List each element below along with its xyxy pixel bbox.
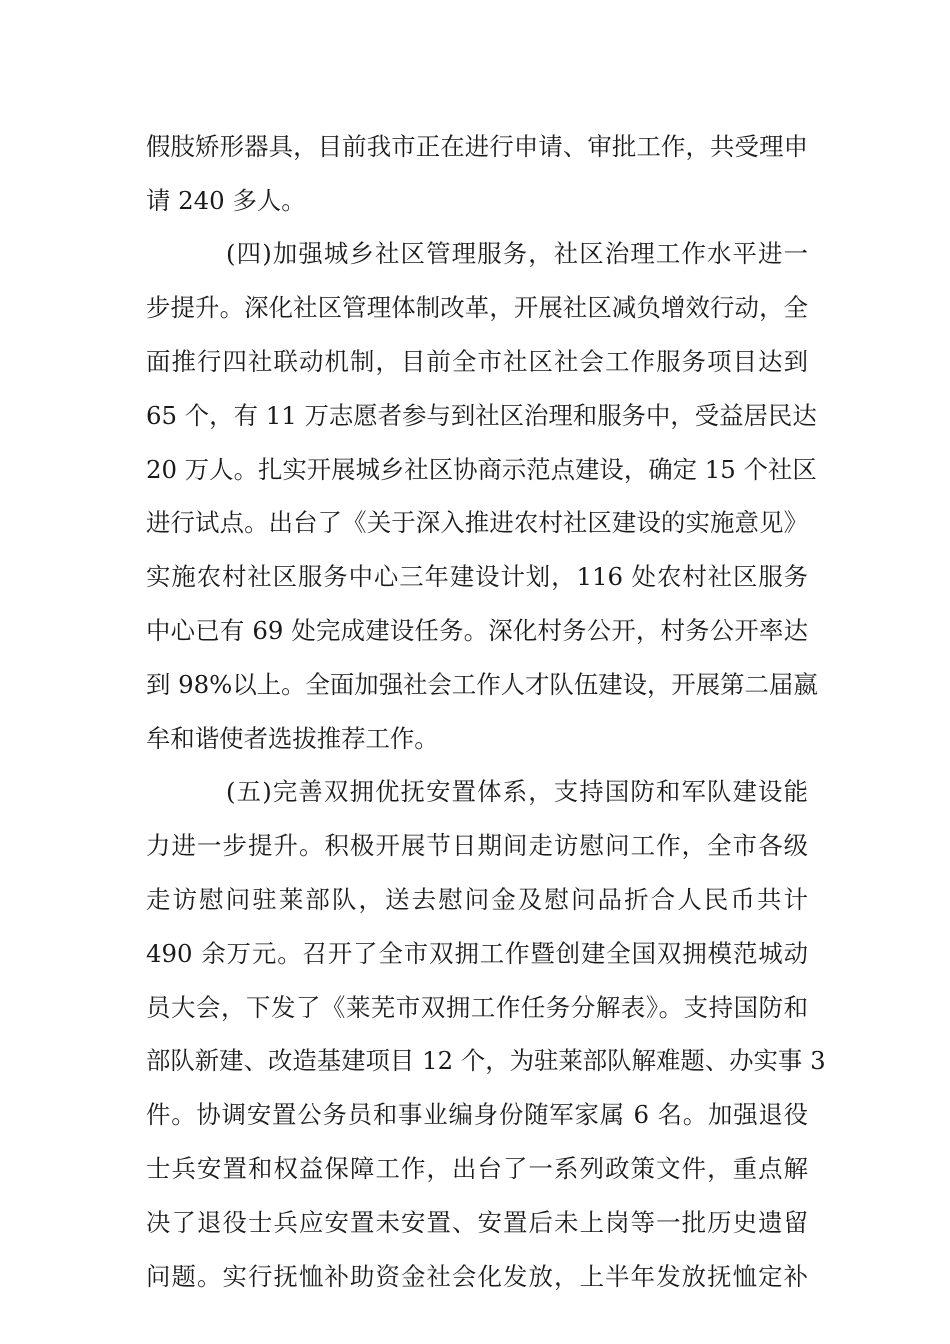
text-line: 件。协调安置公务员和事业编身份随军家属 6 名。加强退役: [146, 1100, 808, 1129]
text-line: 中心已有 69 处完成建设任务。深化村务公开，村务公开率达: [146, 616, 808, 645]
text-line: 力进一步提升。积极开展节日期间走访慰问工作，全市各级: [146, 831, 808, 860]
text-line: (四)加强城乡社区管理服务，社区治理工作水平进一: [226, 239, 808, 268]
text-line: 走访慰问驻莱部队，送去慰问金及慰问品折合人民币共计: [146, 885, 808, 914]
text-line: 部队新建、改造基建项目 12 个，为驻莱部队解难题、办实事 3: [146, 1046, 826, 1075]
text-line: 65 个，有 11 万志愿者参与到社区治理和服务中，受益居民达: [146, 401, 817, 430]
text-line: 面推行四社联动机制，目前全市社区社会工作服务项目达到: [146, 347, 808, 376]
text-line: 实施农村社区服务中心三年建设计划，116 处农村社区服务: [146, 562, 808, 591]
text-line: 决了退役士兵应安置未安置、安置后未上岗等一批历史遗留: [146, 1208, 808, 1237]
text-line: 进行试点。出台了《关于深入推进农村社区建设的实施意见》: [146, 508, 808, 537]
text-line: (五)完善双拥优抚安置体系，支持国防和军队建设能: [226, 777, 808, 806]
text-line: 请 240 多人。: [146, 186, 306, 215]
text-line: 20 万人。扎实开展城乡社区协商示范点建设，确定 15 个社区: [146, 455, 817, 484]
text-line: 假肢矫形器具，目前我市正在进行申请、审批工作，共受理申: [146, 132, 808, 161]
text-line: 士兵安置和权益保障工作，出台了一系列政策文件，重点解: [146, 1154, 808, 1183]
text-line: 到 98%以上。全面加强社会工作人才队伍建设，开展第二届嬴: [146, 670, 818, 699]
text-line: 步提升。深化社区管理体制改革，开展社区减负增效行动，全: [146, 293, 808, 322]
text-line: 490 余万元。召开了全市双拥工作暨创建全国双拥模范城动: [146, 939, 808, 968]
text-line: 员大会，下发了《莱芜市双拥工作任务分解表》。支持国防和: [146, 993, 808, 1022]
text-line: 牟和谐使者选拔推荐工作。: [146, 724, 439, 753]
text-line: 问题。实行抚恤补助资金社会化发放，上半年发放抚恤定补: [146, 1262, 808, 1291]
